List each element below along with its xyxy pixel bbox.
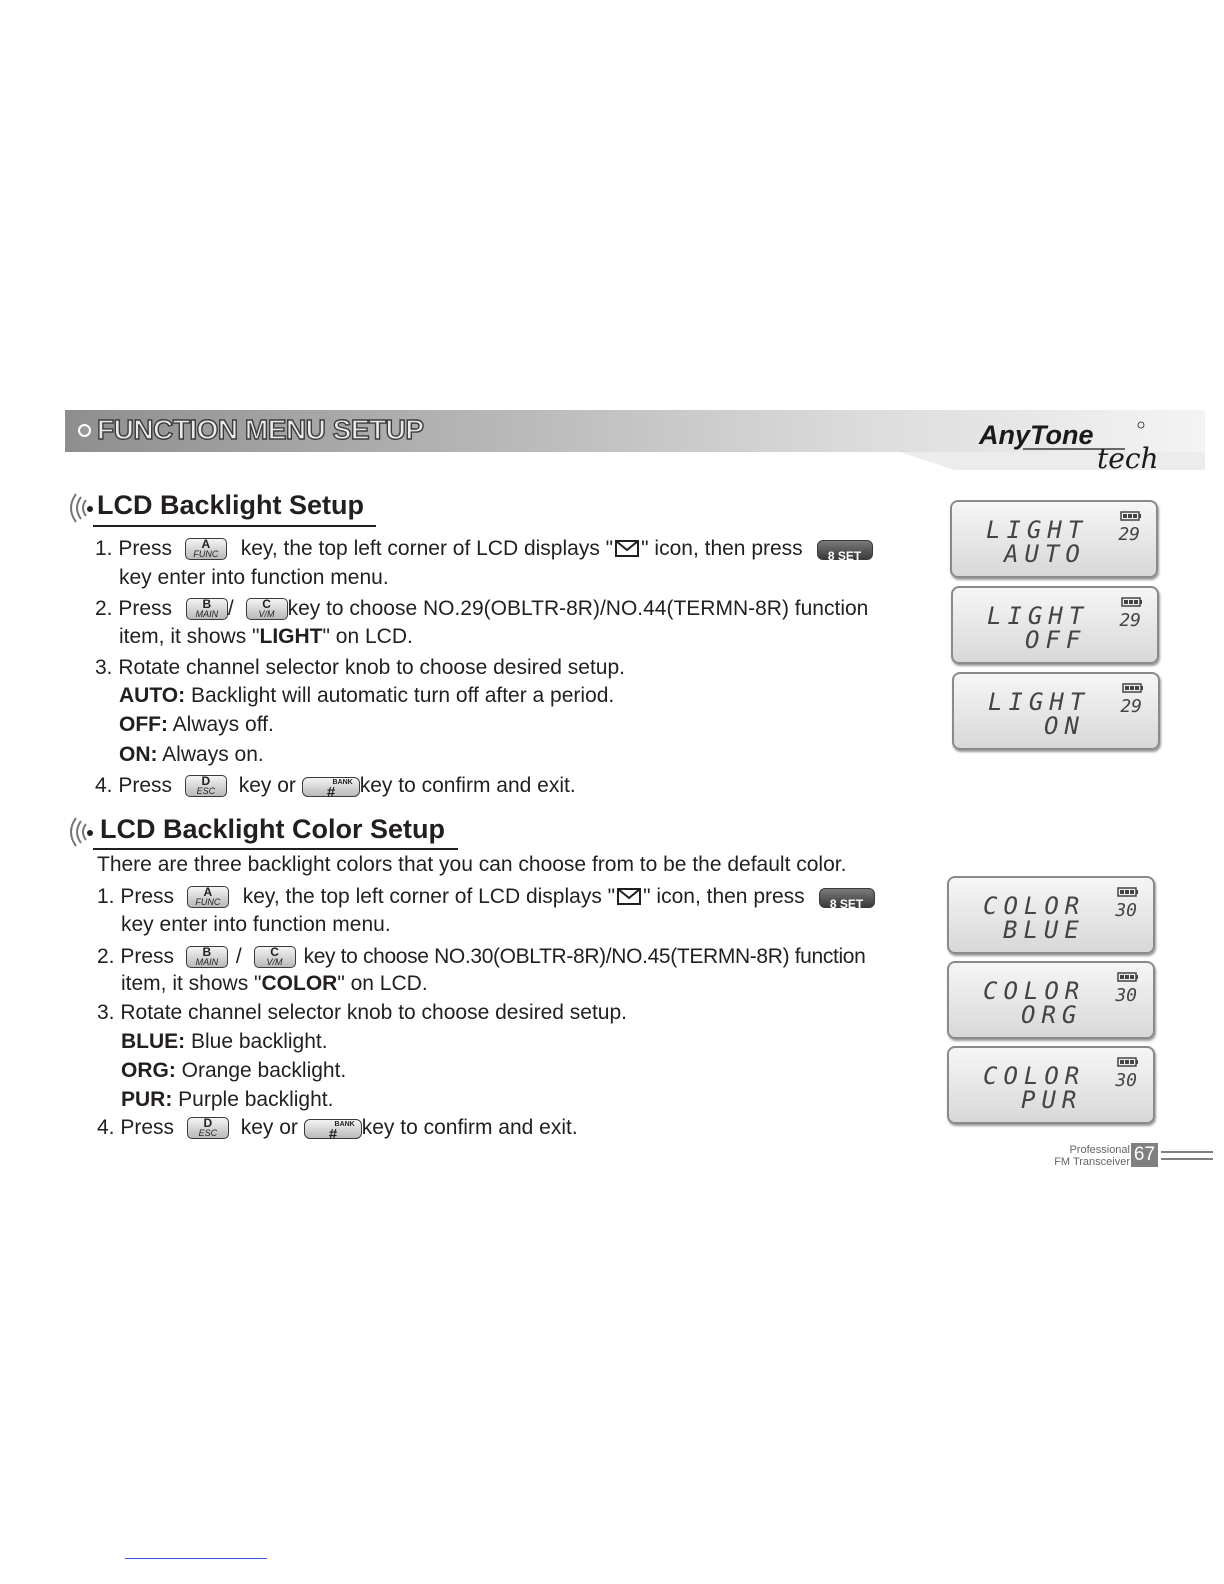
envelope-icon [613, 538, 641, 558]
set-key-icon: 8 SET [817, 540, 873, 560]
lcd-line-1: COLOR [983, 892, 1086, 920]
bank-key-icon: # BANK [304, 1119, 362, 1139]
footer-rule [1161, 1158, 1213, 1160]
esc-key-icon: D ESC [187, 1117, 229, 1139]
page-title: FUNCTION MENU SETUP [97, 414, 424, 445]
footer-caption [1054, 1144, 1130, 1168]
step-2-line [97, 944, 865, 970]
lcd-line-1: COLOR [983, 977, 1086, 1005]
lcd-display [947, 961, 1155, 1039]
lcd-line-1: LIGHT [987, 602, 1090, 630]
lcd-line-2: PUR [1021, 1086, 1083, 1114]
section-underline [93, 848, 458, 850]
page-number: 67 [1131, 1143, 1158, 1167]
func-key-icon: A FUNC [185, 538, 227, 560]
step-text: 2. Press [97, 945, 175, 968]
section-underline [93, 525, 376, 527]
step-1-continued: key enter into function menu. [121, 913, 391, 936]
lcd-line-2: BLUE [1003, 916, 1085, 944]
step-4-line [97, 1115, 578, 1141]
vm-key-icon: C V/M [246, 598, 288, 620]
lcd-line-1: COLOR [983, 1062, 1086, 1090]
anytone-logo [975, 416, 1160, 472]
lcd-line-2: OFF [1025, 626, 1087, 654]
main-key-icon: B MAIN [186, 598, 228, 620]
step-text: 2. Press [95, 597, 173, 620]
battery-icon [1117, 971, 1139, 983]
set-key-icon: 8 SET [819, 888, 875, 908]
step-1-line [97, 884, 875, 910]
lcd-line-2: AUTO [1004, 540, 1086, 568]
logo-brand-text: AnyTone [979, 420, 1094, 450]
lcd-display [947, 876, 1155, 954]
lcd-line-2: ON [1044, 712, 1085, 740]
step-text: key or [240, 1116, 298, 1139]
battery-icon [1120, 510, 1142, 522]
section-title: LCD Backlight Color Setup [100, 814, 446, 844]
envelope-icon [615, 886, 643, 906]
bullet-icon [78, 424, 91, 437]
step-4-line [95, 773, 576, 799]
step-text: 1. Press [95, 537, 173, 560]
option-purple: PUR: Purple backlight. [121, 1088, 334, 1111]
lcd-keyword: COLOR [261, 972, 338, 995]
step-text: " icon, then press [643, 885, 805, 908]
option-blue: BLUE: Blue backlight. [121, 1030, 328, 1053]
lcd-display [950, 500, 1158, 578]
lcd-line-1: LIGHT [986, 516, 1089, 544]
step-text: key to choose NO.30(OBLTR-8R)/NO.45(TERMN-8R) function [303, 945, 866, 968]
step-text: 4. Press [97, 1116, 175, 1139]
step-text: key to confirm and exit. [361, 1116, 578, 1139]
main-key-icon: B MAIN [186, 946, 228, 968]
lcd-display [952, 672, 1160, 750]
lcd-menu-number: 30 [1115, 900, 1137, 921]
lcd-keyword: LIGHT [259, 625, 323, 648]
slash-text: / [235, 945, 242, 968]
section-title: LCD Backlight Setup [97, 490, 365, 520]
logo-sub-text: tech [1097, 442, 1159, 472]
lcd-display [951, 586, 1159, 664]
lcd-line-2: ORG [1021, 1001, 1083, 1029]
lcd-menu-number: 30 [1115, 985, 1137, 1006]
battery-icon [1117, 886, 1139, 898]
bank-key-icon: # BANK [302, 777, 360, 797]
signal-waves-icon [62, 812, 96, 859]
vm-key-icon: C V/M [254, 946, 296, 968]
step-text: key or [238, 774, 296, 797]
option-auto: AUTO: Backlight will automatic turn off after a period. [119, 684, 615, 707]
battery-icon [1121, 596, 1143, 608]
esc-key-icon: D ESC [185, 775, 227, 797]
step-text: key to confirm and exit. [359, 774, 576, 797]
footer-line-1: Professional [1069, 1144, 1130, 1156]
slash-text: / [227, 597, 234, 620]
lcd-menu-number: 29 [1119, 610, 1141, 631]
lcd-menu-number: 29 [1120, 696, 1142, 717]
battery-icon [1122, 682, 1144, 694]
step-1-line [95, 536, 873, 562]
step-text: key, the top left corner of LCD displays " [240, 537, 614, 560]
step-text: 4. Press [95, 774, 173, 797]
step-3-line: 3. Rotate channel selector knob to choose desired setup. [95, 656, 626, 679]
footer-rule [1161, 1151, 1213, 1153]
section-intro: There are three backlight colors that you can choose from to be the default color. [97, 853, 847, 876]
battery-icon [1117, 1056, 1139, 1068]
step-3-line: 3. Rotate channel selector knob to choose desired setup. [97, 1001, 628, 1024]
bottom-rule [125, 1558, 267, 1559]
step-2-continued: item, it shows "LIGHT" on LCD. [119, 625, 413, 648]
step-2-continued: item, it shows "COLOR" on LCD. [121, 972, 428, 995]
step-text: 1. Press [97, 885, 175, 908]
step-text: key, the top left corner of LCD displays " [242, 885, 616, 908]
func-key-icon: A FUNC [187, 886, 229, 908]
lcd-menu-number: 30 [1115, 1070, 1137, 1091]
option-off: OFF: Always off. [119, 713, 274, 736]
signal-waves-icon [62, 488, 96, 535]
footer-line-2: FM Transceiver [1054, 1156, 1130, 1168]
step-1-continued: key enter into function menu. [119, 566, 389, 589]
option-orange: ORG: Orange backlight. [121, 1059, 347, 1082]
lcd-menu-number: 29 [1118, 524, 1140, 545]
lcd-display [947, 1046, 1155, 1124]
step-2-line [95, 596, 868, 622]
step-text: key to choose NO.29(OBLTR-8R)/NO.44(TERMN-8R) function [287, 597, 869, 620]
lcd-line-1: LIGHT [988, 688, 1091, 716]
step-text: " icon, then press [641, 537, 803, 560]
option-on: ON: Always on. [119, 743, 264, 766]
